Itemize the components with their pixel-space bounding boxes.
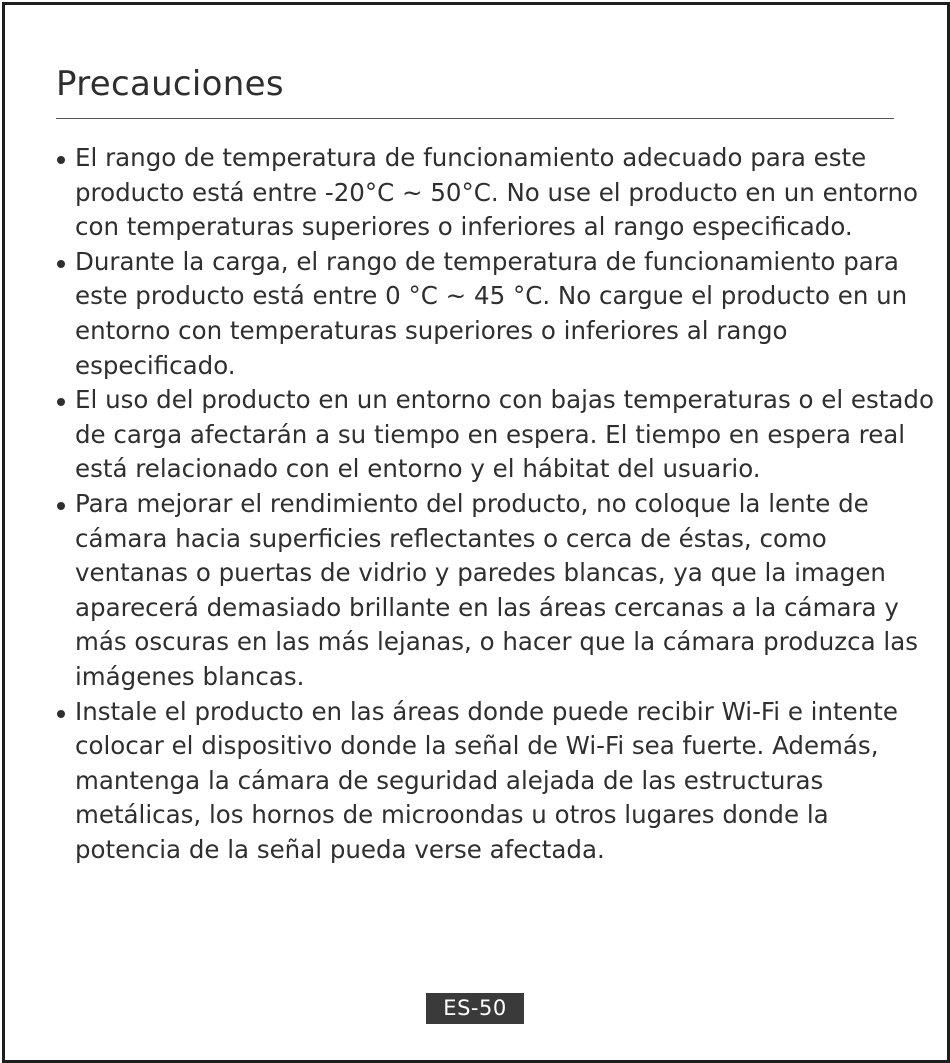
precaution-text: El rango de temperatura de funcionamiento adecuado para este producto está entre -20°C ~ 50°C. No use el producto en un entorno con temperaturas superiores o inferiores al rango especificado. (75, 143, 918, 242)
precaution-text: Instale el producto en las áreas donde puede recibir Wi-Fi e intente colocar el dispositivo donde la señal de Wi-Fi sea fuerte. Además, mantenga la cámara de seguridad alejada de las estructuras metálicas, los hornos de microondas u otros lugares donde la potencia de la señal pueda verse afectada. (75, 696, 898, 864)
precaution-item (56, 141, 936, 245)
bullet-icon (57, 502, 65, 510)
precaution-text: Durante la carga, el rango de temperatura de funcionamiento para este producto está entre 0 °C ~ 45 °C. No cargue el producto en un entorno con temperaturas superiores o inferiores al rango especificado. (75, 246, 908, 380)
bullet-icon (57, 260, 65, 268)
bullet-icon (57, 398, 65, 406)
precaution-text: Para mejorar el rendimiento del producto, no coloque la lente de cámara hacia superficies reflectantes o cerca de éstas, como ventanas o puertas de vidrio y paredes blancas, ya que la imagen aparecerá demasiado brillante en las áreas cercanas a la cámara y más oscuras en las más lejanas, o hacer que la cámara produzca las imágenes blancas. (75, 488, 918, 691)
precaution-item (56, 245, 936, 383)
precautions-list (56, 141, 936, 867)
title-divider (56, 118, 894, 119)
precaution-text: El uso del producto en un entorno con bajas temperaturas o el estado de carga afectarán a su tiempo en espera. El tiempo en espera real está relacionado con el entorno y el hábitat del usuario. (75, 385, 934, 484)
bullet-icon (57, 156, 65, 164)
page-number-badge: ES-50 (426, 993, 524, 1024)
precaution-item (56, 487, 936, 695)
precaution-item (56, 383, 936, 487)
page-title: Precauciones (56, 64, 284, 104)
precaution-item (56, 695, 936, 868)
bullet-icon (57, 710, 65, 718)
